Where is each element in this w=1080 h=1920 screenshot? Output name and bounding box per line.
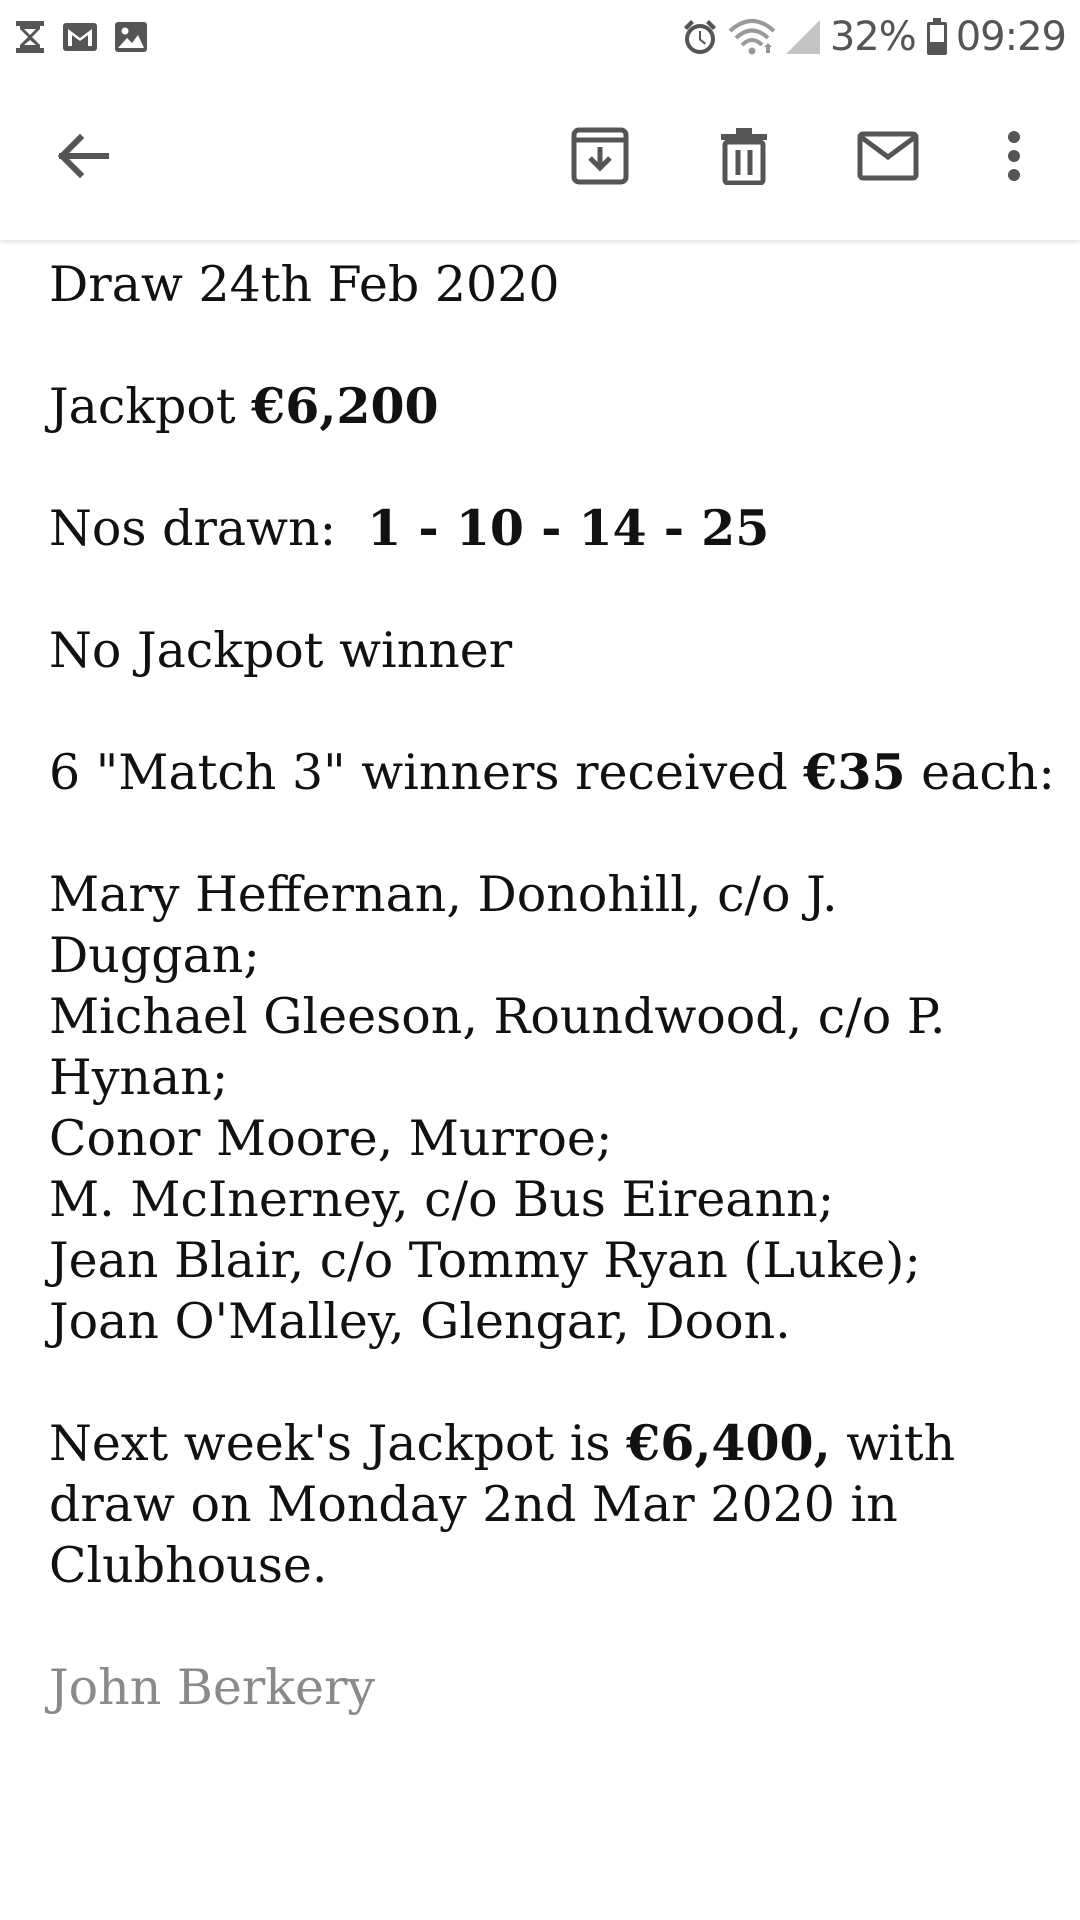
mark-unread-button[interactable] bbox=[836, 104, 940, 208]
message-body bbox=[49, 254, 1055, 1718]
match3-prefix: 6 "Match 3" winners received bbox=[49, 744, 804, 801]
archive-button[interactable] bbox=[548, 104, 652, 208]
jackpot-label: Jackpot bbox=[49, 378, 252, 435]
battery-percentage: 32% bbox=[829, 14, 916, 60]
winner-item: Michael Gleeson, Roundwood, c/o P. Hynan; bbox=[49, 988, 946, 1106]
match3-amount: €35 bbox=[803, 743, 906, 801]
gallery-icon bbox=[114, 21, 148, 53]
signature: John Berkery bbox=[49, 1659, 376, 1716]
archive-icon bbox=[571, 127, 629, 185]
winner-item: M. McInerney, c/o Bus Eireann; bbox=[49, 1171, 835, 1228]
mail-icon bbox=[857, 131, 919, 181]
numbers-drawn: 1 - 10 - 14 - 25 bbox=[367, 499, 770, 557]
winners-list bbox=[49, 864, 1049, 1352]
jackpot-line bbox=[49, 376, 1049, 437]
next-jackpot bbox=[49, 1413, 969, 1596]
status-bar-system bbox=[680, 12, 1066, 62]
winner-item: Joan O'Malley, Glengar, Doon. bbox=[49, 1293, 791, 1350]
more-options-button[interactable] bbox=[962, 104, 1066, 208]
draw-date: Draw 24th Feb 2020 bbox=[49, 256, 560, 313]
match3-line bbox=[49, 742, 1055, 803]
next-suffix: with draw on Monday 2nd Mar 2020 in Clubhouse. bbox=[49, 1415, 956, 1594]
jackpot-result: No Jackpot winner bbox=[49, 622, 513, 679]
winner-item: Jean Blair, c/o Tommy Ryan (Luke); bbox=[49, 1232, 921, 1289]
alarm-icon bbox=[680, 17, 720, 57]
message-toolbar bbox=[0, 74, 1080, 240]
more-vert-icon bbox=[1006, 130, 1022, 182]
gmail-icon bbox=[62, 22, 98, 52]
numbers-line bbox=[49, 498, 1049, 559]
wifi-icon bbox=[728, 17, 776, 57]
match3-suffix: each: bbox=[905, 744, 1055, 801]
battery-icon bbox=[926, 18, 948, 56]
clock: 09:29 bbox=[955, 14, 1066, 60]
next-jackpot-amount: €6,400, bbox=[626, 1414, 831, 1472]
next-prefix: Next week's Jackpot is bbox=[49, 1415, 627, 1472]
jackpot-amount: €6,200 bbox=[251, 377, 439, 435]
hourglass-icon bbox=[14, 20, 46, 54]
status-bar bbox=[0, 0, 1080, 74]
winner-item: Conor Moore, Murroe; bbox=[49, 1110, 613, 1167]
delete-button[interactable] bbox=[692, 104, 796, 208]
numbers-label: Nos drawn: bbox=[49, 500, 368, 557]
signal-icon bbox=[784, 18, 822, 56]
back-arrow-icon bbox=[54, 132, 110, 180]
status-bar-notifications bbox=[14, 14, 164, 60]
trash-icon bbox=[720, 127, 768, 185]
winner-item: Mary Heffernan, Donohill, c/o J. Duggan; bbox=[49, 866, 838, 984]
back-button[interactable] bbox=[30, 104, 134, 208]
